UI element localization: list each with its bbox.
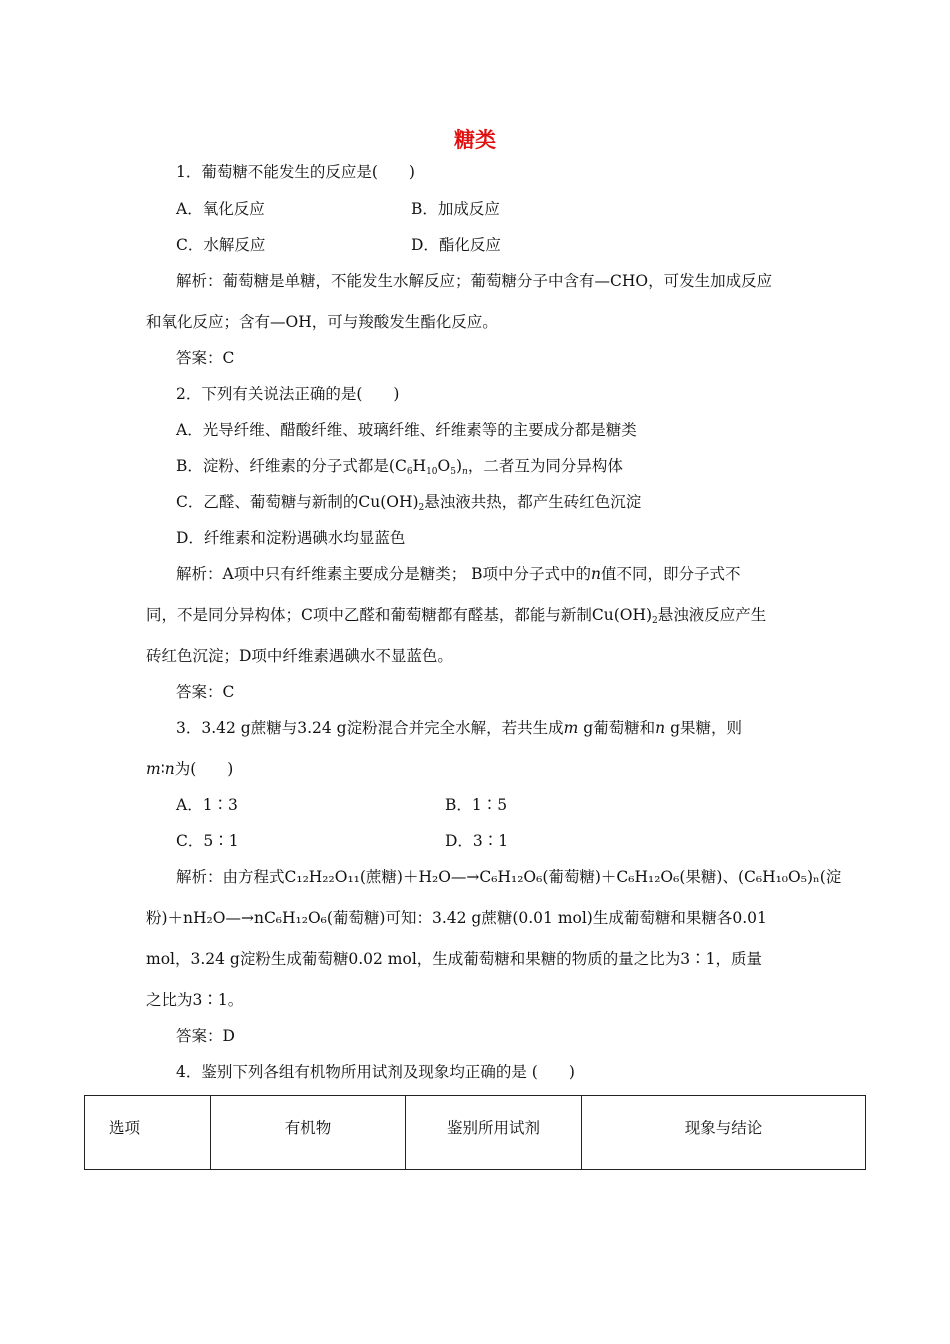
q1-analysis-line-2: 和氧化反应；含有—OH，可与羧酸发生酯化反应。 <box>146 313 498 331</box>
q2-analysis-line-1: 解析：A项中只有纤维素主要成分是糖类； B项中分子式中的n值不同，即分子式不 <box>176 565 741 583</box>
q3-option-c: C．5∶1 <box>176 832 239 850</box>
q1-option-c: C．水解反应 <box>176 236 266 254</box>
q3-option-d: D．3∶1 <box>445 832 509 850</box>
table-header-cell: 选项 <box>85 1096 211 1170</box>
q2-option-a: A．光导纤维、醋酸纤维、玻璃纤维、纤维素等的主要成分都是糖类 <box>176 421 637 439</box>
q3-analysis-line-3: mol，3.24 g淀粉生成葡萄糖0.02 mol，生成葡萄糖和果糖的物质的量之比为3∶1，质量 <box>146 950 762 968</box>
q3-analysis-line-2: 粉)＋nH₂O—→nC₆H₁₂O₆(葡萄糖)可知：3.42 g蔗糖(0.01 mol)生成葡萄糖和果糖各0.01 <box>146 909 767 927</box>
q1-option-d: D．酯化反应 <box>411 236 501 254</box>
q3-option-b: B．1∶5 <box>445 796 508 814</box>
page-title: 糖类 <box>454 128 496 152</box>
q1-option-a: A．氧化反应 <box>176 200 265 218</box>
q2-analysis-line-2: 同，不是同分异构体；C项中乙醛和葡萄糖都有醛基，都能与新制$Cu(OH)_2$悬浊液反应产生 <box>146 606 767 626</box>
table-header-cell: 有机物 <box>211 1096 406 1170</box>
q3-stem-line-1: 3．3.42 g蔗糖与3.24 g淀粉混合并完全水解，若共生成m g葡萄糖和n g果糖，则 <box>176 719 742 737</box>
q4-stem: 4．鉴别下列各组有机物所用试剂及现象均正确的是 ( ) <box>176 1063 575 1081</box>
q3-stem-line-2: m∶n为( ) <box>146 760 234 778</box>
table-header-cell: 现象与结论 <box>582 1096 866 1170</box>
q2-analysis-line-3: 砖红色沉淀；D项中纤维素遇碘水不显蓝色。 <box>146 647 453 665</box>
q3-option-a: A．1∶3 <box>176 796 238 814</box>
q2-stem: 2．下列有关说法正确的是( ) <box>176 385 400 403</box>
q2-option-d: D．纤维素和淀粉遇碘水均显蓝色 <box>176 529 406 547</box>
q1-answer: 答案：C <box>176 349 235 367</box>
q1-stem: 1．葡萄糖不能发生的反应是( ) <box>176 163 415 181</box>
q1-option-b: B．加成反应 <box>411 200 500 218</box>
table-header-cell: 鉴别所用试剂 <box>406 1096 582 1170</box>
q2-option-b: B．淀粉、纤维素的分子式都是$(C_6H_{10}O_5)_n$，二者互为同分异构体 <box>176 457 623 477</box>
q1-analysis-line-1: 解析：葡萄糖是单糖，不能发生水解反应；葡萄糖分子中含有—CHO，可发生加成反应 <box>176 272 773 290</box>
q2-option-c: C．乙醛、葡萄糖与新制的$Cu(OH)_2$悬浊液共热，都产生砖红色沉淀 <box>176 493 642 513</box>
q3-analysis-line-4: 之比为3∶1。 <box>146 991 244 1009</box>
table-header-row <box>85 1096 866 1170</box>
q2-answer: 答案：C <box>176 683 235 701</box>
q4-table <box>84 1095 866 1170</box>
q3-analysis-line-1: 解析：由方程式C₁₂H₂₂O₁₁(蔗糖)＋H₂O—→C₆H₁₂O₆(葡萄糖)＋C₆H₁₂O₆(果糖)、(C₆H₁₀O₅)ₙ(淀 <box>176 868 842 886</box>
q3-answer: 答案：D <box>176 1027 235 1045</box>
